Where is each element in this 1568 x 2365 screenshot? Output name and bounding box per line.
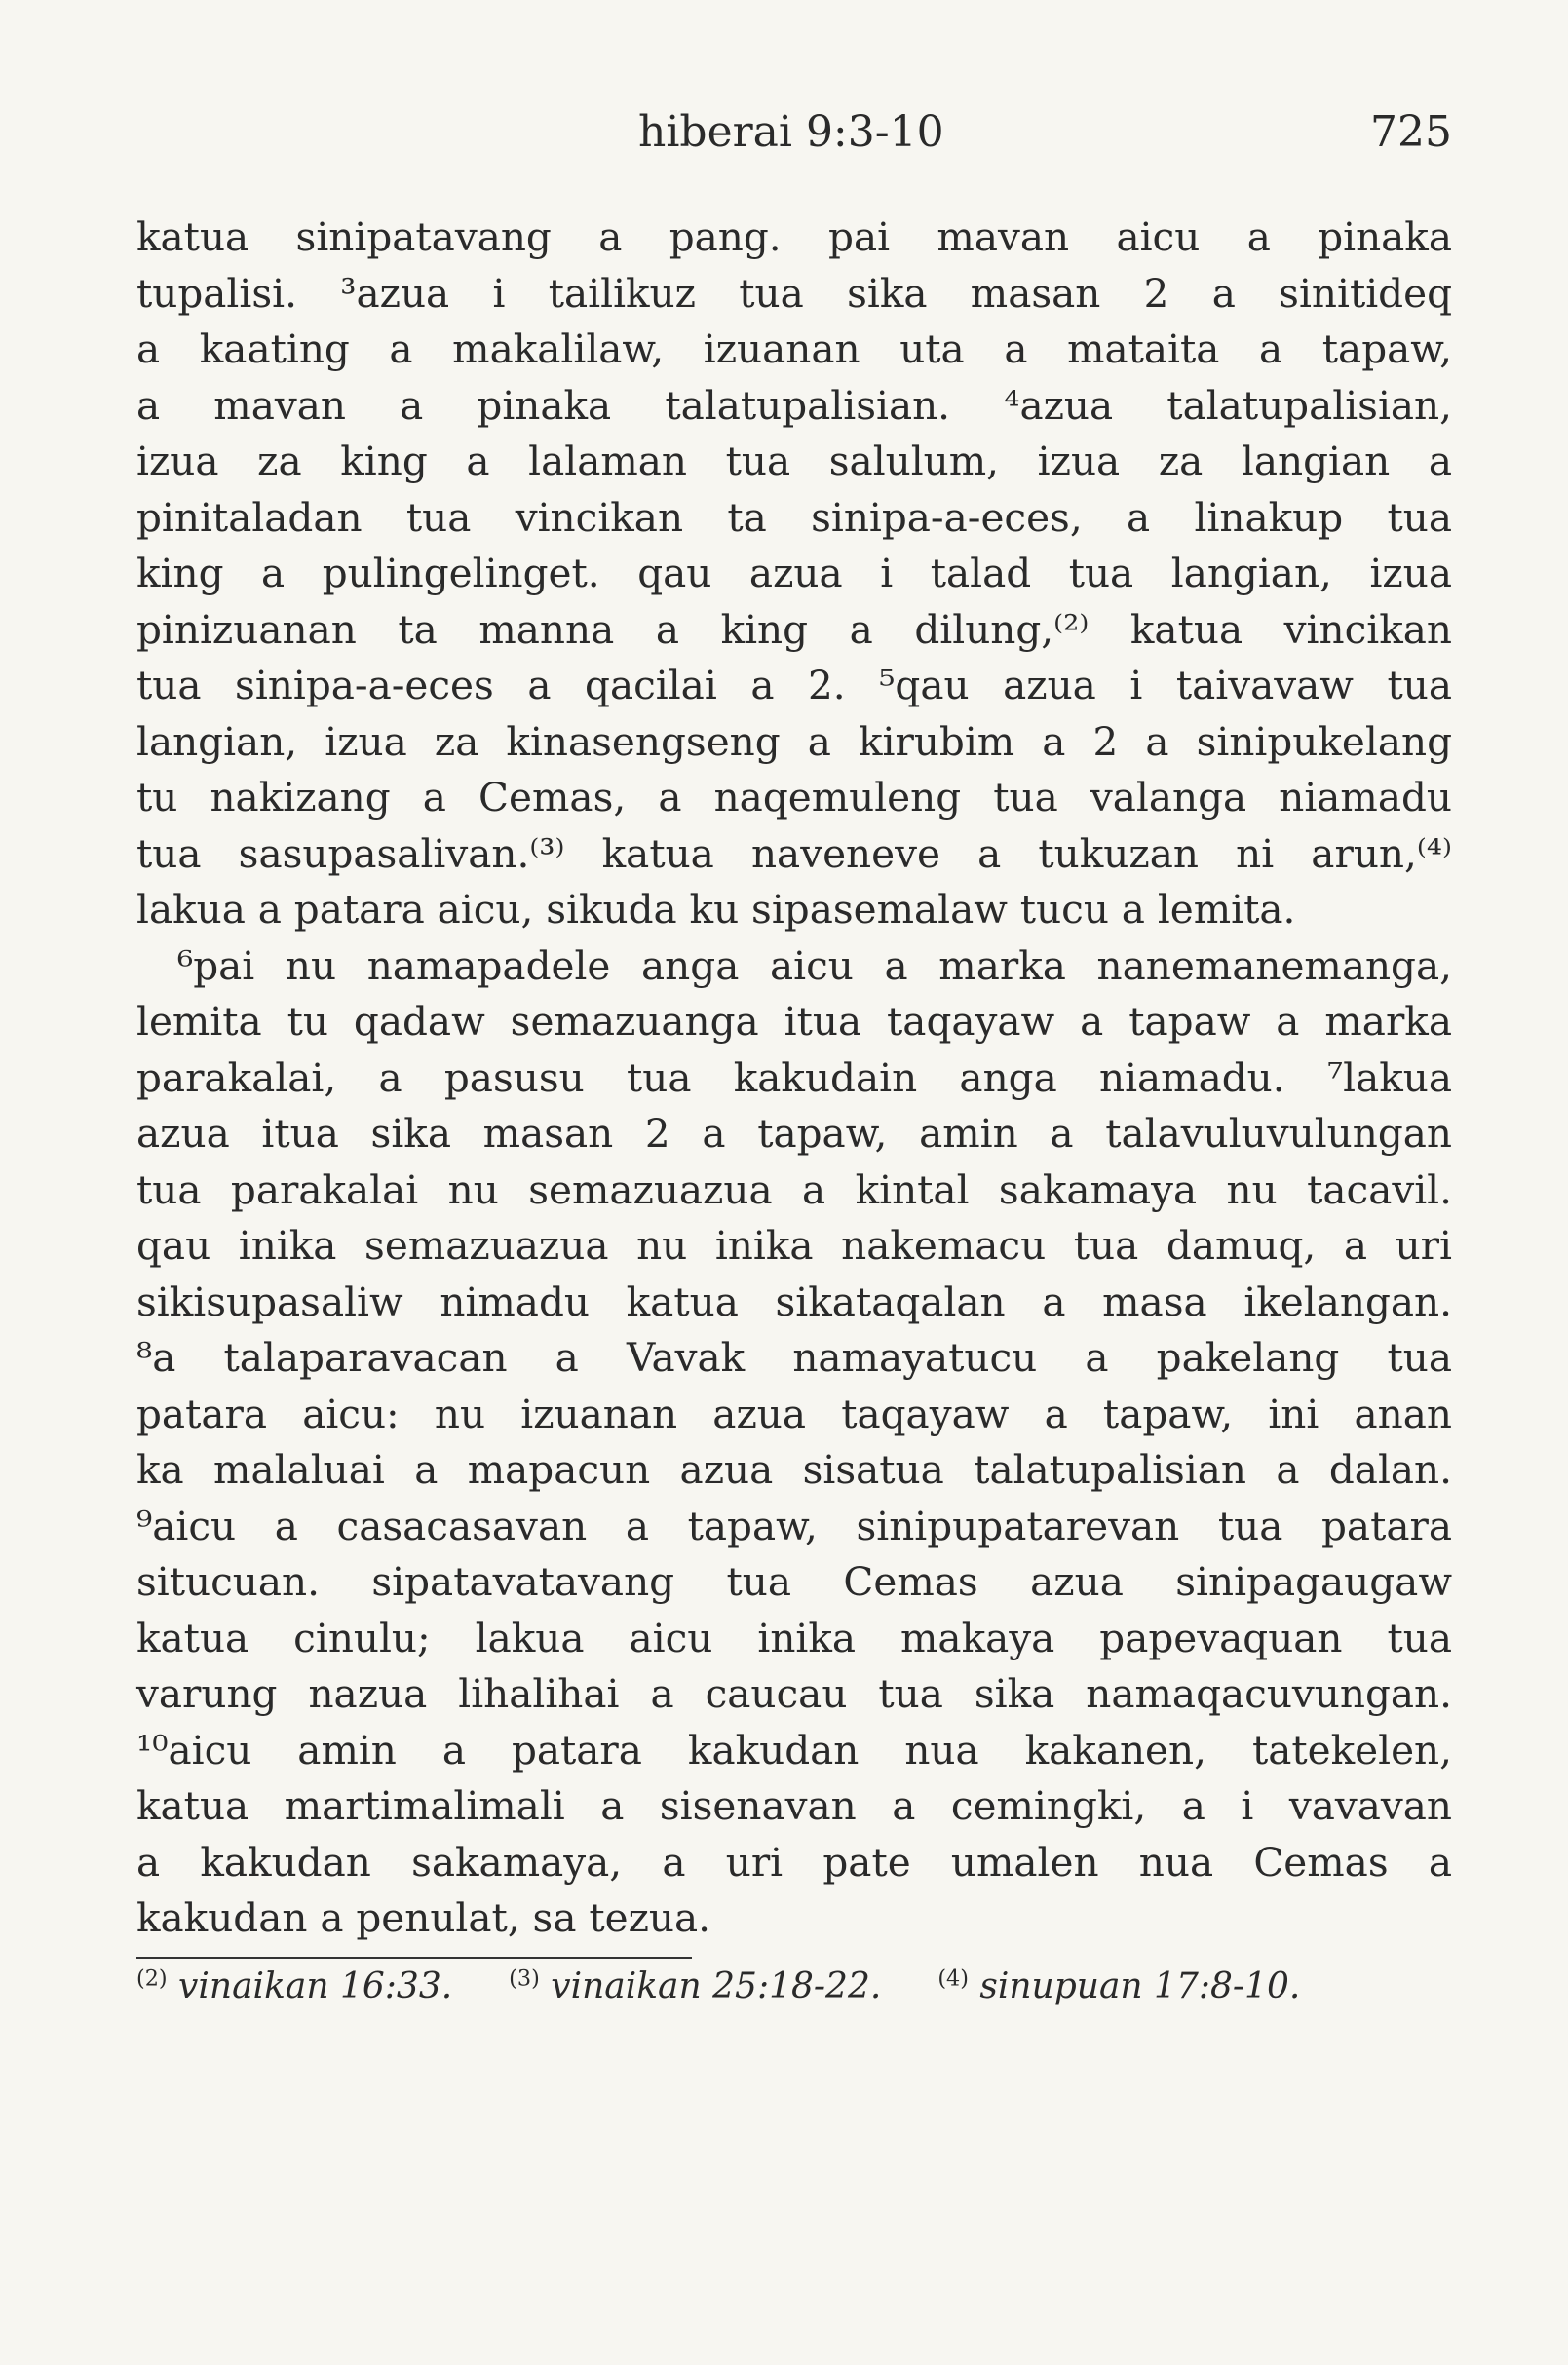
- text-line: katua martimalimali a sisenavan a cemingki, a i vavavan: [136, 1782, 1452, 1829]
- text-line: katua sinipatavang a pang. pai mavan aicu a pinaka: [136, 213, 1452, 260]
- text-line: pinitaladan tua vincikan ta sinipa-a-eces, a linakup tua: [136, 493, 1452, 541]
- text-line: kakudan a penulat, sa tezua.: [136, 1894, 711, 1941]
- footnote-mark: (4): [937, 1965, 969, 1992]
- footnotes: [136, 1966, 1452, 2006]
- footnote: [509, 1966, 881, 2006]
- text-line: tua sinipa-a-eces a qacilai a 2. ⁵qau azua i taivavaw tua: [136, 662, 1452, 708]
- footnote-mark: (3): [509, 1965, 540, 1992]
- text-line: lakua a patara aicu, sikuda ku sipasemalaw tucu a lemita.: [136, 886, 1296, 933]
- text-line: situcuan. sipatavatavang tua Cemas azua sinipagaugaw: [136, 1558, 1452, 1605]
- text-line: tua parakalai nu semazuazua a kintal sakamaya nu tacavil.: [136, 1165, 1452, 1213]
- footnote: [136, 1966, 452, 2006]
- footnote-rule: [136, 1957, 692, 1959]
- text-line: ⁹aicu a casacasavan a tapaw, sinipupatarevan tua patara: [136, 1502, 1452, 1549]
- text-line: langian, izua za kinasengseng a kirubim a 2 a sinipukelang: [136, 717, 1452, 765]
- text-line: tupalisi. ³azua i tailikuz tua sika masan 2 a sinitideq: [136, 269, 1452, 317]
- text-line: patara aicu: nu izuanan azua taqayaw a tapaw, ini anan: [136, 1390, 1452, 1437]
- text-line: ⁸a talaparavacan a Vavak namayatucu a pakelang tua: [136, 1334, 1452, 1381]
- text-line: katua cinulu; lakua aicu inika makaya papevaquan tua: [136, 1614, 1452, 1661]
- text-line: sikisupasaliw nimadu katua sikataqalan a masa ikelangan.: [136, 1278, 1452, 1325]
- text-line: a kaating a makalilaw, izuanan uta a mataita a tapaw,: [136, 325, 1452, 372]
- page-number: 725: [1370, 107, 1452, 157]
- text-line: varung nazua lihalihai a caucau tua sika namaqacuvungan.: [136, 1670, 1452, 1717]
- footnote-mark: (2): [136, 1965, 168, 1992]
- text-line: ¹⁰aicu amin a patara kakudan nua kakanen, tatekelen,: [136, 1726, 1452, 1774]
- footnote-text: vinaikan 16:33.: [167, 1966, 453, 2006]
- text-line: pinizuanan ta manna a king a dilung,⁽²⁾ katua vincikan: [136, 605, 1452, 653]
- text-line: azua itua sika masan 2 a tapaw, amin a talavuluvulungan: [136, 1110, 1452, 1157]
- footnote-text: sinupuan 17:8-10.: [968, 1966, 1301, 2006]
- text-line: izua za king a lalaman tua salulum, izua za langian a: [136, 438, 1452, 484]
- text-line: a mavan a pinaka talatupalisian. ⁴azua talatupalisian,: [136, 381, 1452, 429]
- text-line: tu nakizang a Cemas, a naqemuleng tua valanga niamadu: [136, 774, 1452, 820]
- text-line: ⁶pai nu namapadele anga aicu a marka nanemanemanga,: [177, 941, 1452, 989]
- text-line: lemita tu qadaw semazuanga itua taqayaw a tapaw a marka: [136, 998, 1452, 1045]
- text-line: a kakudan sakamaya, a uri pate umalen nua Cemas a: [136, 1838, 1452, 1886]
- main-text: [136, 210, 1452, 1947]
- text-line: king a pulingelinget. qau azua i talad tua langian, izua: [136, 550, 1452, 596]
- text-line: parakalai, a pasusu tua kakudain anga niamadu. ⁷lakua: [136, 1053, 1452, 1101]
- running-title: hiberai 9:3-10: [638, 107, 944, 157]
- footnote: [937, 1966, 1300, 2006]
- text-line: ka malaluai a mapacun azua sisatua talatupalisian a dalan.: [136, 1446, 1452, 1493]
- text-line: qau inika semazuazua nu inika nakemacu tua damuq, a uri: [136, 1222, 1452, 1269]
- footnote-text: vinaikan 25:18-22.: [539, 1966, 882, 2006]
- running-header: [136, 90, 1452, 158]
- text-line: tua sasupasalivan.⁽³⁾ katua naveneve a tukuzan ni arun,⁽⁴⁾: [136, 829, 1452, 877]
